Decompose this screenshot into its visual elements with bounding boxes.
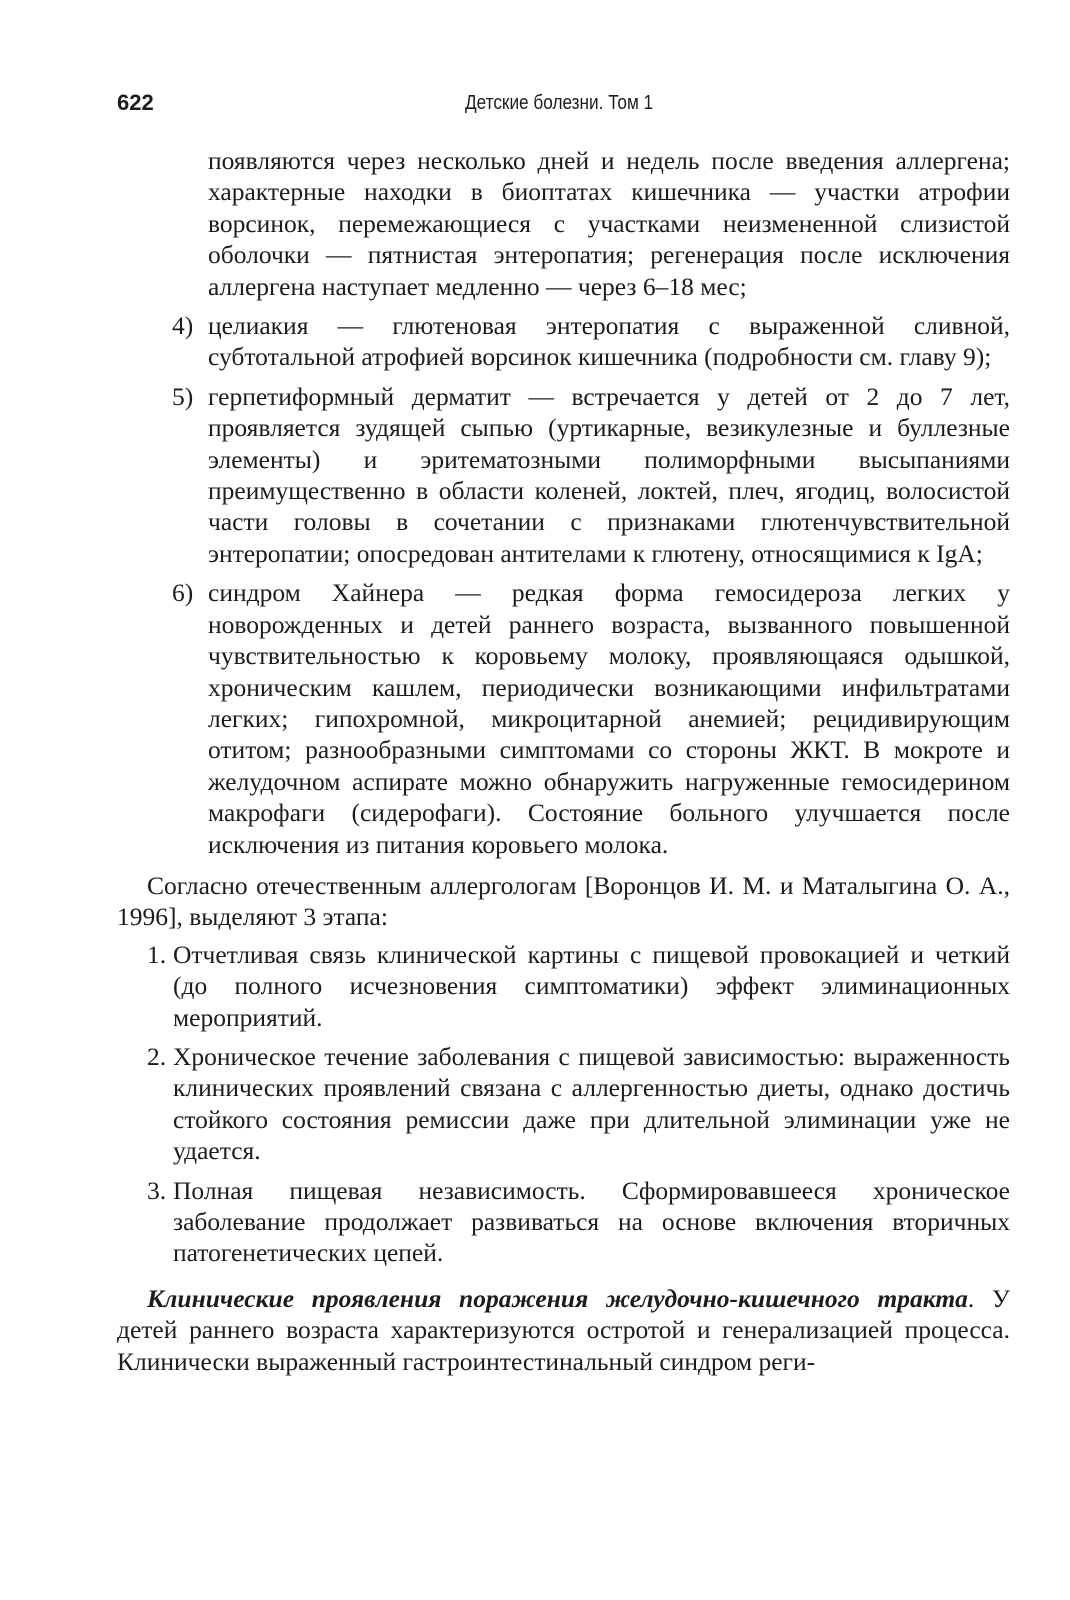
list-item-number: 4): [172, 311, 194, 341]
stage-number: 3.: [147, 1175, 167, 1205]
body-text: [117, 145, 1010, 1377]
running-title: Детские болезни. Том 1: [465, 92, 654, 114]
stage-item: [117, 1041, 1010, 1167]
list-item: [117, 310, 1010, 373]
list-item-text: синдром Хайнера — редкая форма гемосидероза легких у новорожденных и детей раннего возраста, вызванного повышенной чувствительностью к коровьему молоку, проявляющаяся одышкой, хроническим кашлем, периодически возникающими инфильтратами легких; гипохромной, микроцитарной анемией; рецидивирующим отитом; разнообразными симптомами со стороны ЖКТ. В мокроте и желудочном аспирате можно обнаружить нагруженные гемосидерином макрофаги (сидерофаги). Состояние больного улучшается после исключения из питания коровьего молока.: [208, 578, 1010, 859]
list-item: [117, 381, 1010, 569]
page-number: 622: [117, 90, 154, 115]
list-item-text: целиакия — глютеновая энтеропатия с выраженной сливной, субтотальной атрофией ворсинок кишечника (подробности см. главу 9);: [208, 311, 1010, 372]
page-header: [0, 88, 1070, 124]
stage-item: [117, 939, 1010, 1033]
section-heading-inline: Клинические проявления поражения желудочно-кишечного тракта: [147, 1283, 968, 1313]
continued-list-item-text: появляются через несколько дней и недель после введения аллергена; характерные находки в биоптатах кишечника — участки атрофии ворсинок, перемежающиеся с участками неизмененной слизистой оболочки — пятнистая энтеропатия; регенерация после исключения аллергена наступает медленно — через 6–18 мес;: [208, 146, 1010, 301]
stage-text: Отчетливая связь клинической картины с пищевой провокацией и четкий (до полного исчезновения симптоматики) эффект элиминационных мероприятий.: [173, 939, 1010, 1032]
stage-number: 1.: [147, 939, 167, 969]
list-item: [117, 577, 1010, 860]
stage-item: [117, 1175, 1010, 1269]
clinical-paragraph: [117, 1283, 1010, 1377]
list-item-number: 6): [172, 578, 194, 608]
stage-text: Полная пищевая независимость. Сформировавшееся хроническое заболевание продолжает развиваться на основе включения вторичных патогенетических цепей.: [173, 1175, 1010, 1268]
list-item-number: 5): [172, 381, 194, 411]
clinical-paragraph-text: . У детей раннего возраста характеризуются остротой и генерализацией процесса. Клинически выраженный гастроинтестинальный синдром реги-: [117, 1283, 1010, 1376]
stage-text: Хроническое течение заболевания с пищевой зависимостью: выраженность клинических проявлений связана с аллергенностью диеты, однако достичь стойкого состояния ремиссии даже при длительной элиминации уже не удается.: [173, 1041, 1010, 1166]
intro-paragraph: Согласно отечественным аллергологам [Воронцов И. М. и Маталыгина О. А., 1996], выделяют 3 этапа:: [117, 870, 1010, 932]
list-item-text: герпетиформный дерматит — встречается у детей от 2 до 7 лет, проявляется зудящей сыпью (уртикарные, везикулезные и буллезные элементы) и эритематозными полиморфными высыпаниями преимущественно в области коленей, локтей, плеч, ягодиц, волосистой части головы в сочетании с признаками глютенчувствительной энтеропатии; опосредован антителами к глютену, относящимися к IgA;: [208, 381, 1010, 568]
stage-number: 2.: [147, 1041, 167, 1071]
